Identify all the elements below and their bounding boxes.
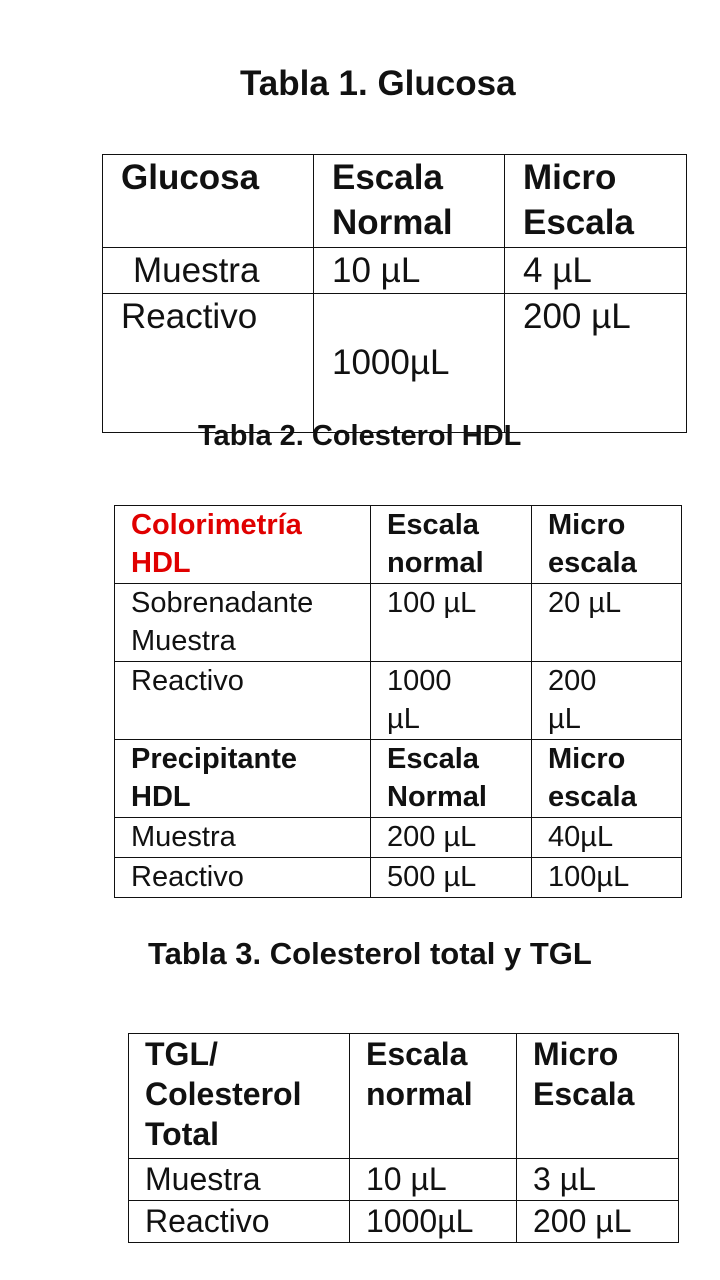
cell-text: 100µL: [548, 861, 630, 893]
header-text: Micro escala: [548, 743, 637, 813]
colesterol-hdl-table: [114, 505, 682, 898]
cell-text: 200 µL: [533, 1203, 632, 1239]
table-row: [129, 1201, 679, 1243]
table-cell: [532, 584, 682, 662]
header-cell: [371, 740, 532, 818]
table-cell: [371, 584, 532, 662]
header-text: Glucosa: [121, 158, 260, 197]
header-cell: [517, 1034, 679, 1159]
header-cell: [115, 506, 371, 584]
header-cell: [314, 155, 505, 248]
header-text: Escala Normal: [387, 743, 487, 813]
table-cell: [115, 662, 371, 740]
table-cell: [532, 818, 682, 858]
table-cell: [371, 818, 532, 858]
table-cell: [350, 1201, 517, 1243]
cell-text: 1000µL: [332, 343, 450, 382]
table-row: [115, 858, 682, 898]
table2-title: Tabla 2. Colesterol HDL: [198, 420, 522, 452]
table-cell: [314, 248, 505, 294]
table-row: [129, 1159, 679, 1201]
table-header-row: [103, 155, 687, 248]
cell-text: 40µL: [548, 821, 614, 853]
table-cell: [314, 294, 505, 433]
header-text: Micro Escala: [523, 158, 634, 242]
colesterol-total-tgl-table: [128, 1033, 679, 1243]
header-text: Escala normal: [366, 1036, 473, 1112]
table-cell: [505, 248, 687, 294]
cell-text: Muestra: [133, 251, 260, 290]
table-cell: [350, 1159, 517, 1201]
cell-text: Muestra: [131, 821, 236, 853]
table-header-row: [129, 1034, 679, 1159]
header-cell: [103, 155, 314, 248]
table-header-row: [115, 740, 682, 818]
header-cell: [532, 740, 682, 818]
table3-title: Tabla 3. Colesterol total y TGL: [148, 936, 592, 971]
table-cell: [115, 858, 371, 898]
table-cell: [103, 294, 314, 433]
header-text: Escala normal: [387, 509, 484, 579]
table-cell: [532, 662, 682, 740]
header-cell: [371, 506, 532, 584]
table-header-row: [115, 506, 682, 584]
cell-text: 200 µL: [387, 821, 477, 853]
cell-text: 1000 µL: [387, 665, 452, 735]
cell-text: Muestra: [145, 1161, 261, 1197]
header-text: Colorimetría HDL: [131, 509, 302, 579]
table-row: [115, 818, 682, 858]
cell-text: 20 µL: [548, 587, 622, 619]
header-cell: [115, 740, 371, 818]
header-text: Precipitante HDL: [131, 743, 297, 813]
cell-text: 1000µL: [366, 1203, 474, 1239]
table1-title: Tabla 1. Glucosa: [240, 64, 516, 103]
table-cell: [371, 662, 532, 740]
cell-text: 100 µL: [387, 587, 477, 619]
table-row: [103, 248, 687, 294]
cell-text: Reactivo: [121, 297, 258, 336]
glucosa-table: [102, 154, 687, 433]
table-cell: [505, 294, 687, 433]
table-cell: [371, 858, 532, 898]
cell-text: Reactivo: [131, 665, 244, 697]
cell-text: 10 µL: [366, 1161, 447, 1197]
cell-text: 500 µL: [387, 861, 477, 893]
cell-text: 4 µL: [523, 251, 592, 290]
cell-text: 10 µL: [332, 251, 421, 290]
cell-text: 200 µL: [548, 665, 597, 735]
cell-text: 3 µL: [533, 1161, 596, 1197]
header-cell: [505, 155, 687, 248]
cell-text: 200 µL: [523, 297, 631, 336]
header-cell: [350, 1034, 517, 1159]
cell-text: Reactivo: [131, 861, 244, 893]
header-text: Escala Normal: [332, 158, 453, 242]
header-text: Micro escala: [548, 509, 637, 579]
header-text: TGL/ Colesterol Total: [145, 1036, 302, 1152]
table-cell: [532, 858, 682, 898]
cell-text: Sobrenadante Muestra: [131, 587, 314, 657]
table-cell: [129, 1159, 350, 1201]
table-row: [115, 584, 682, 662]
header-cell: [129, 1034, 350, 1159]
header-text: Micro Escala: [533, 1036, 635, 1112]
cell-text: Reactivo: [145, 1203, 270, 1239]
header-cell: [532, 506, 682, 584]
table-cell: [517, 1201, 679, 1243]
table-cell: [517, 1159, 679, 1201]
table-cell: [115, 818, 371, 858]
table-cell: [129, 1201, 350, 1243]
table-row: [115, 662, 682, 740]
table-cell: [103, 248, 314, 294]
table-row: [103, 294, 687, 433]
table-cell: [115, 584, 371, 662]
